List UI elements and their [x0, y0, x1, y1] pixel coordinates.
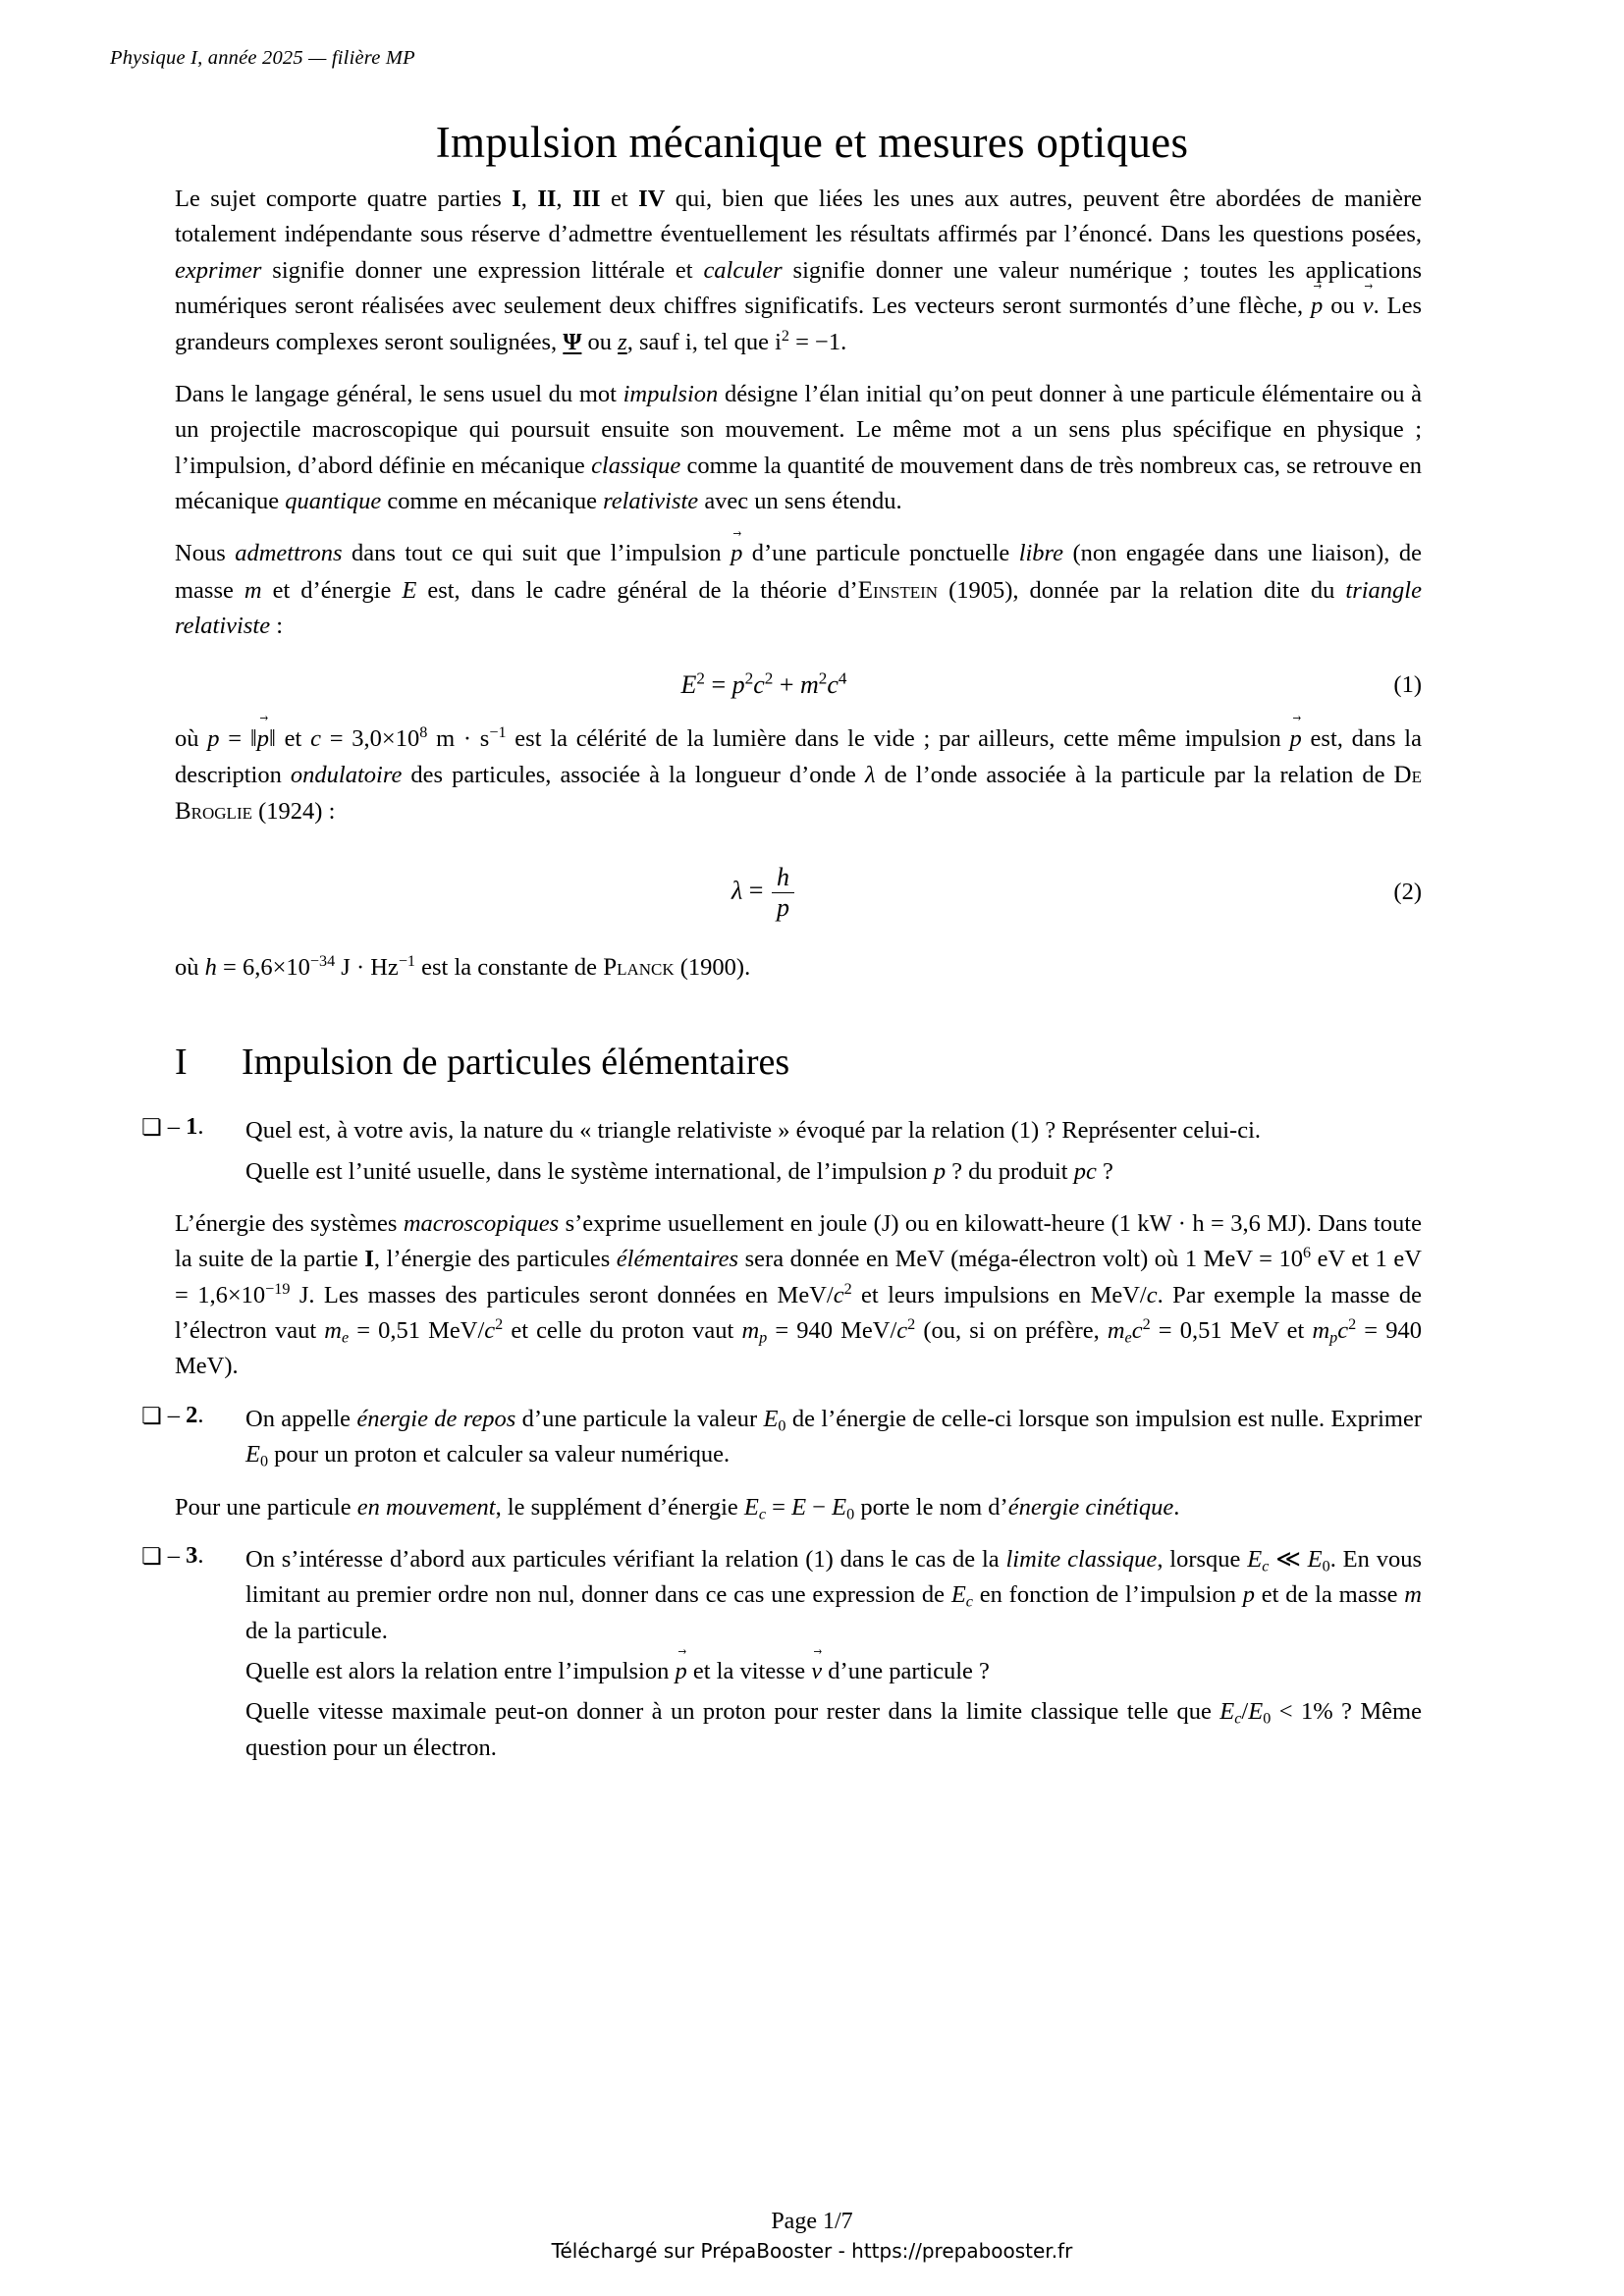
exponent: 8	[419, 723, 428, 741]
text-fragment: =	[766, 1493, 792, 1521]
period: .	[197, 1401, 204, 1428]
equation-2-row	[175, 864, 1422, 922]
subscript: c	[758, 1506, 767, 1523]
text-fragment: , le supplément d’énergie	[495, 1493, 744, 1521]
text-fragment: et	[600, 186, 639, 212]
exponent: −1	[489, 723, 507, 741]
name-de-broglie: De Broglie	[175, 761, 1422, 826]
exponent: −19	[265, 1280, 291, 1298]
math-c: c	[310, 724, 321, 752]
fraction-h-over-p	[772, 864, 794, 922]
math-c: c	[827, 669, 839, 699]
dash: –	[167, 1541, 180, 1569]
text-fragment: avec un sens étendu.	[698, 488, 902, 514]
question-line	[245, 1402, 1422, 1473]
text-fragment: où	[175, 724, 208, 752]
emph-relativiste: relativiste	[603, 488, 699, 514]
math-m: m	[244, 576, 262, 604]
text-fragment: Quelle est l’unité usuelle, dans le système international, de l’impulsion	[245, 1157, 934, 1185]
fraction-numerator: h	[776, 862, 789, 891]
text-fragment: et celle du proton vaut	[503, 1317, 742, 1345]
question-body	[245, 1402, 1422, 1473]
math-c: c	[833, 1281, 844, 1308]
operator-plus: +	[773, 669, 801, 699]
exponent: 2	[764, 667, 774, 687]
intro-paragraph-3	[175, 536, 1422, 644]
math-E: E	[245, 1441, 260, 1468]
operator-slash: /	[1241, 1698, 1249, 1726]
text-fragment: est la célérité de la lumière dans le vide ; par ailleurs, cette même impulsion	[506, 724, 1290, 752]
math-E: E	[832, 1493, 847, 1521]
text-fragment: Nous	[175, 540, 236, 567]
math-p: p	[731, 669, 745, 699]
math-E: E	[1307, 1545, 1323, 1573]
text-fragment: signifie donner une expression littérale et	[261, 256, 704, 284]
exponent: 2	[781, 327, 789, 345]
math-c: c	[1146, 1281, 1158, 1308]
text-fragment: Quel est, à votre avis, la nature du « triangle relativiste » évoqué par la relation (1) ? Représenter celui-ci.	[245, 1117, 1262, 1145]
emph-impulsion: impulsion	[623, 380, 719, 407]
text-fragment: = 6,6×10	[216, 953, 310, 981]
equation-1-number: (1)	[1393, 670, 1422, 698]
math-E: E	[1219, 1698, 1235, 1726]
checkbox-icon[interactable]: ❏	[141, 1403, 162, 1429]
section-number: I	[175, 1041, 188, 1084]
math-m: m	[324, 1317, 342, 1345]
math-m: m	[1404, 1581, 1422, 1609]
dash: –	[167, 1113, 180, 1141]
math-c: c	[1337, 1317, 1349, 1345]
question-marker	[141, 1402, 245, 1429]
exponent: 4	[838, 667, 847, 687]
text-fragment: .	[1173, 1493, 1180, 1521]
part-ref-ii: II	[537, 186, 557, 212]
math-lambda: λ	[864, 761, 876, 788]
emph-limite-classique: limite classique	[1005, 1545, 1158, 1573]
kinetic-energy-paragraph	[175, 1490, 1422, 1525]
intro-paragraph-1: Le sujet comporte quatre parties I, II, III et IV qui, bien que liées les unes aux autres, peuvent être abordées de manière totalement indépendante sous réserve d’admettre éventuellement les résultats affirmés par l’énoncé. Dans les questions posées, exprimer signifie donner une expression littérale et calculer signifie donner une valeur numérique ; toutes les applications numériques seront réalisées avec seulement deux chiffres significatifs. Les vecteurs seront surmontés d’une flèche, p → ou v →. Les grandeurs complexes seront soulignées, Ψ ou z, sauf i, tel que $i^2 = -1$.	[175, 182, 1422, 360]
text-fragment: = 3,0×10	[320, 724, 420, 752]
after-equation-1-paragraph	[175, 721, 1422, 830]
question-line	[245, 1113, 1422, 1148]
text-fragment: (1900).	[674, 953, 751, 981]
vector-p: p →	[731, 536, 742, 571]
math-c: c	[896, 1317, 908, 1345]
text-fragment: dans tout ce qui suit que l’impulsion	[342, 540, 731, 567]
text-fragment: de l’onde associée à la particule par la relation de	[875, 761, 1394, 788]
text-fragment: en fonction de l’impulsion	[972, 1581, 1243, 1609]
complex-psi: Ψ	[563, 328, 582, 355]
emph-classique: classique	[591, 452, 681, 479]
subscript: 0	[846, 1506, 855, 1523]
text-fragment: = 0,51 MeV et	[1150, 1317, 1313, 1345]
period: .	[197, 1113, 204, 1141]
math-m: m	[800, 669, 819, 699]
part-ref-i: I	[512, 186, 521, 212]
question-line	[245, 1694, 1422, 1766]
text-fragment: < 1% ? Même question pour un électron.	[245, 1698, 1422, 1761]
equation-1-row	[175, 667, 1422, 700]
text-fragment: = −1.	[788, 328, 847, 355]
document-body	[141, 182, 1449, 1766]
dash: –	[167, 1401, 180, 1428]
text-fragment: d’une particule la valeur	[515, 1405, 764, 1432]
text-fragment: sera donnée en MeV (méga-électron volt) où 1 MeV = 10	[738, 1246, 1304, 1273]
exponent: 2	[1142, 1315, 1151, 1333]
text-fragment: comme en mécanique	[381, 488, 604, 514]
math-m: m	[1107, 1317, 1125, 1345]
exponent: 2	[696, 667, 705, 687]
text-fragment: . Les grandeurs complexes seront soulignées,	[175, 293, 1423, 355]
subscript: e	[1124, 1329, 1132, 1347]
text-fragment: de la particule.	[245, 1617, 388, 1644]
text-fragment: Pour une particule	[175, 1493, 357, 1521]
text-fragment: On appelle	[245, 1405, 357, 1432]
emph-quantique: quantique	[285, 488, 382, 514]
text-fragment: ‖ et	[268, 724, 311, 752]
text-fragment: = 940 MeV/	[767, 1317, 897, 1345]
exponent: 2	[1348, 1315, 1357, 1333]
emph-macroscopiques: macroscopiques	[403, 1209, 560, 1237]
text-fragment: , l’énergie des particules	[373, 1246, 617, 1273]
text-fragment: ou	[581, 328, 619, 355]
text-fragment: On s’intéresse d’abord aux particules vérifiant la relation (1) dans le cas de la	[245, 1545, 1006, 1573]
fraction-denominator: p	[772, 892, 794, 922]
text-fragment: , lorsque	[1157, 1545, 1248, 1573]
text-fragment: Quelle est alors la relation entre l’impulsion	[245, 1658, 676, 1685]
emph-libre: libre	[1018, 540, 1064, 567]
text-fragment: désigne l’élan initial qu’on peut donner à une particule élémentaire ou à un projectile macroscopique qui poursuit ensuite son mouvement. Le même mot a un sens plus spécifique en physique ; l’impulsion, d’abord définie en mécanique	[175, 380, 1422, 479]
vector-p: p →	[1311, 289, 1323, 324]
text-fragment: et de la masse	[1255, 1581, 1405, 1609]
vector-v: v →	[811, 1654, 822, 1689]
exponent: 6	[1303, 1245, 1312, 1262]
name-planck: Planck	[603, 953, 675, 981]
subscript: 0	[778, 1417, 786, 1435]
part-ref-iii: III	[571, 186, 601, 212]
text-fragment: = ‖	[219, 724, 257, 752]
text-fragment: . En vous limitant au premier ordre non nul, donner dans ce cas une expression de	[245, 1545, 1422, 1609]
text-fragment: où	[175, 953, 205, 981]
emph-energie-cinetique: énergie cinétique	[1007, 1493, 1174, 1521]
text-fragment: comme la quantité de mouvement dans de très nombreux cas, se retrouve en mécanique	[175, 452, 1422, 514]
part-ref-iv: IV	[638, 186, 666, 212]
exponent: 2	[907, 1315, 916, 1333]
subscript: 0	[259, 1453, 269, 1470]
math-E: E	[1248, 1698, 1264, 1726]
question-item-1	[141, 1113, 1422, 1190]
math-pc: pc	[1073, 1157, 1097, 1185]
text-fragment: (1924) :	[252, 798, 336, 826]
subscript: p	[759, 1329, 768, 1347]
exponent: −1	[398, 952, 416, 970]
text-fragment: J · Hz	[335, 953, 399, 981]
question-item-3	[141, 1541, 1422, 1766]
equation-2-number: (2)	[1393, 879, 1422, 906]
text-fragment: eV et 1 eV = 1,6×10	[175, 1246, 1422, 1308]
operator-equals: =	[742, 876, 770, 905]
question-marker	[141, 1542, 245, 1570]
math-E: E	[680, 669, 697, 699]
text-fragment: et d’énergie	[261, 576, 403, 604]
text-fragment: J. Les masses des particules seront données en MeV/	[290, 1281, 834, 1308]
text-fragment: est, dans la description	[175, 724, 1422, 788]
section-heading-i	[175, 1041, 1422, 1084]
subscript: c	[965, 1593, 973, 1611]
text-fragment: Quelle vitesse maximale peut-on donner à un proton pour rester dans la limite classique telle que	[245, 1698, 1220, 1726]
emph-elementaires: élémentaires	[616, 1246, 739, 1273]
text-fragment: :	[270, 613, 284, 640]
text-fragment: (1905), donnée par la relation dite du	[938, 576, 1346, 604]
subscript: e	[341, 1329, 350, 1347]
text-fragment: (ou, si on préfère,	[915, 1317, 1108, 1345]
subscript: p	[1329, 1329, 1338, 1347]
checkbox-icon[interactable]: ❏	[141, 1543, 162, 1570]
math-c: c	[1131, 1317, 1143, 1345]
text-fragment: d’une particule ponctuelle	[742, 540, 1019, 567]
page-title: Impulsion mécanique et mesures optiques	[435, 118, 1189, 167]
text-fragment: ? du produit	[946, 1157, 1074, 1185]
vector-p: p →	[257, 721, 269, 757]
emph-calculer: calculer	[703, 256, 783, 284]
running-head: Physique I, année 2025 — filière MP	[110, 47, 415, 69]
text-fragment: et leurs impulsions en MeV/	[851, 1281, 1147, 1308]
page-footer	[0, 2209, 1624, 2263]
text-fragment: ou	[1323, 293, 1363, 320]
math-E: E	[743, 1493, 759, 1521]
text-fragment: est, dans le cadre général de la théorie d’	[416, 576, 858, 604]
equation-1-body	[175, 667, 1353, 700]
units-paragraph	[175, 1206, 1422, 1385]
math-c: c	[753, 669, 765, 699]
text-fragment: Le sujet comporte quatre parties	[175, 186, 513, 212]
intro-paragraph-2	[175, 377, 1422, 520]
download-source-note: Téléchargé sur PrépaBooster - https://prepabooster.fr	[551, 2239, 1073, 2263]
emph-exprimer: exprimer	[175, 256, 262, 284]
question-line	[245, 1654, 1422, 1689]
text-fragment: Dans le langage général, le sens usuel du mot	[175, 380, 623, 407]
text-fragment: d’une particule ?	[822, 1658, 990, 1685]
text-fragment: est la constante de	[415, 953, 604, 981]
math-lambda: λ	[731, 876, 743, 905]
page-number: Page 1/7	[771, 2209, 853, 2234]
subscript: c	[1234, 1710, 1242, 1728]
question-body	[245, 1113, 1422, 1190]
subscript: 0	[1263, 1710, 1272, 1728]
subscript: c	[1262, 1558, 1270, 1575]
name-einstein: Einstein	[857, 576, 939, 604]
math-E: E	[763, 1405, 779, 1432]
question-line	[245, 1542, 1422, 1649]
vector-p: p →	[675, 1654, 686, 1689]
question-number: 1	[186, 1113, 198, 1141]
text-fragment: porte le nom d’	[854, 1493, 1008, 1521]
operator-much-less: ≪	[1269, 1545, 1308, 1573]
text-fragment: s’exprime usuellement en joule (J) ou en kilowatt-heure (1 kW · h = 3,6 MJ). Dans toute la suite de la partie	[175, 1209, 1422, 1273]
part-ref-i: I	[364, 1246, 374, 1273]
text-fragment: et la vitesse	[686, 1658, 812, 1685]
question-number: 3	[186, 1541, 198, 1569]
text-fragment: signifie donner une valeur numérique ; toutes les applications numériques seront réalisées avec seulement deux chiffres significatifs. Les vecteurs seront surmontés d’une flèche,	[175, 256, 1422, 320]
operator-minus: −	[806, 1493, 833, 1521]
exponent: 2	[495, 1315, 504, 1333]
text-fragment: L’énergie des systèmes	[175, 1209, 404, 1237]
math-m: m	[741, 1317, 760, 1345]
question-number: 2	[186, 1401, 198, 1428]
math-p: p	[933, 1157, 947, 1185]
text-fragment: qui, bien que liées les unes aux autres, peuvent être abordées de manière totalement indépendante sous réserve d’admettre éventuellement les résultats affirmés par l’énoncé. Dans les questions posées,	[175, 186, 1423, 248]
vector-p: p →	[1290, 721, 1302, 757]
emph-en-mouvement: en mouvement	[356, 1493, 496, 1521]
text-fragment: de l’énergie de celle-ci lorsque son impulsion est nulle. Exprimer	[785, 1405, 1422, 1432]
question-line	[245, 1154, 1422, 1190]
math-E: E	[791, 1493, 807, 1521]
complex-z: z	[618, 328, 627, 355]
text-fragment: = 940 MeV).	[175, 1317, 1422, 1380]
math-E: E	[1247, 1545, 1263, 1573]
text-fragment: pour un proton et calculer sa valeur numérique.	[268, 1441, 731, 1468]
math-p: p	[1242, 1581, 1256, 1609]
emph-admettrons: admettrons	[235, 540, 343, 567]
text-fragment: (non engagée dans une liaison), de masse	[175, 540, 1423, 604]
exponent: −34	[309, 952, 336, 970]
emph-energie-de-repos: énergie de repos	[356, 1405, 516, 1432]
text-fragment: = 0,51 MeV/	[349, 1317, 485, 1345]
period: .	[197, 1541, 204, 1569]
math-m: m	[1312, 1317, 1330, 1345]
question-item-2	[141, 1401, 1422, 1473]
checkbox-icon[interactable]: ❏	[141, 1115, 162, 1142]
equation-2-body	[175, 864, 1353, 922]
question-marker	[141, 1113, 245, 1141]
text-fragment: , sauf i, tel que i	[626, 328, 782, 355]
math-h: h	[204, 953, 217, 981]
after-equation-2-paragraph	[175, 949, 1422, 986]
text-fragment: ?	[1096, 1157, 1113, 1185]
text-fragment: des particules, associée à la longueur d’onde	[402, 761, 865, 788]
emph-triangle-relativiste: triangle relativiste	[175, 576, 1422, 640]
section-title: Impulsion de particules élémentaires	[242, 1041, 790, 1084]
vector-v: v →	[1363, 289, 1374, 324]
math-E: E	[950, 1581, 966, 1609]
subscript: 0	[1322, 1558, 1330, 1575]
emph-ondulatoire: ondulatoire	[290, 761, 403, 788]
exponent: 2	[818, 667, 828, 687]
text-fragment: m · s	[427, 724, 490, 752]
math-c: c	[484, 1317, 496, 1345]
operator-equals: =	[704, 669, 732, 699]
exponent: 2	[843, 1280, 852, 1298]
exponent: 2	[744, 667, 754, 687]
math-p: p	[207, 724, 220, 752]
text-fragment: . Par exemple la masse de l’électron vaut	[175, 1281, 1422, 1345]
question-body	[245, 1542, 1422, 1766]
math-E: E	[402, 576, 417, 604]
